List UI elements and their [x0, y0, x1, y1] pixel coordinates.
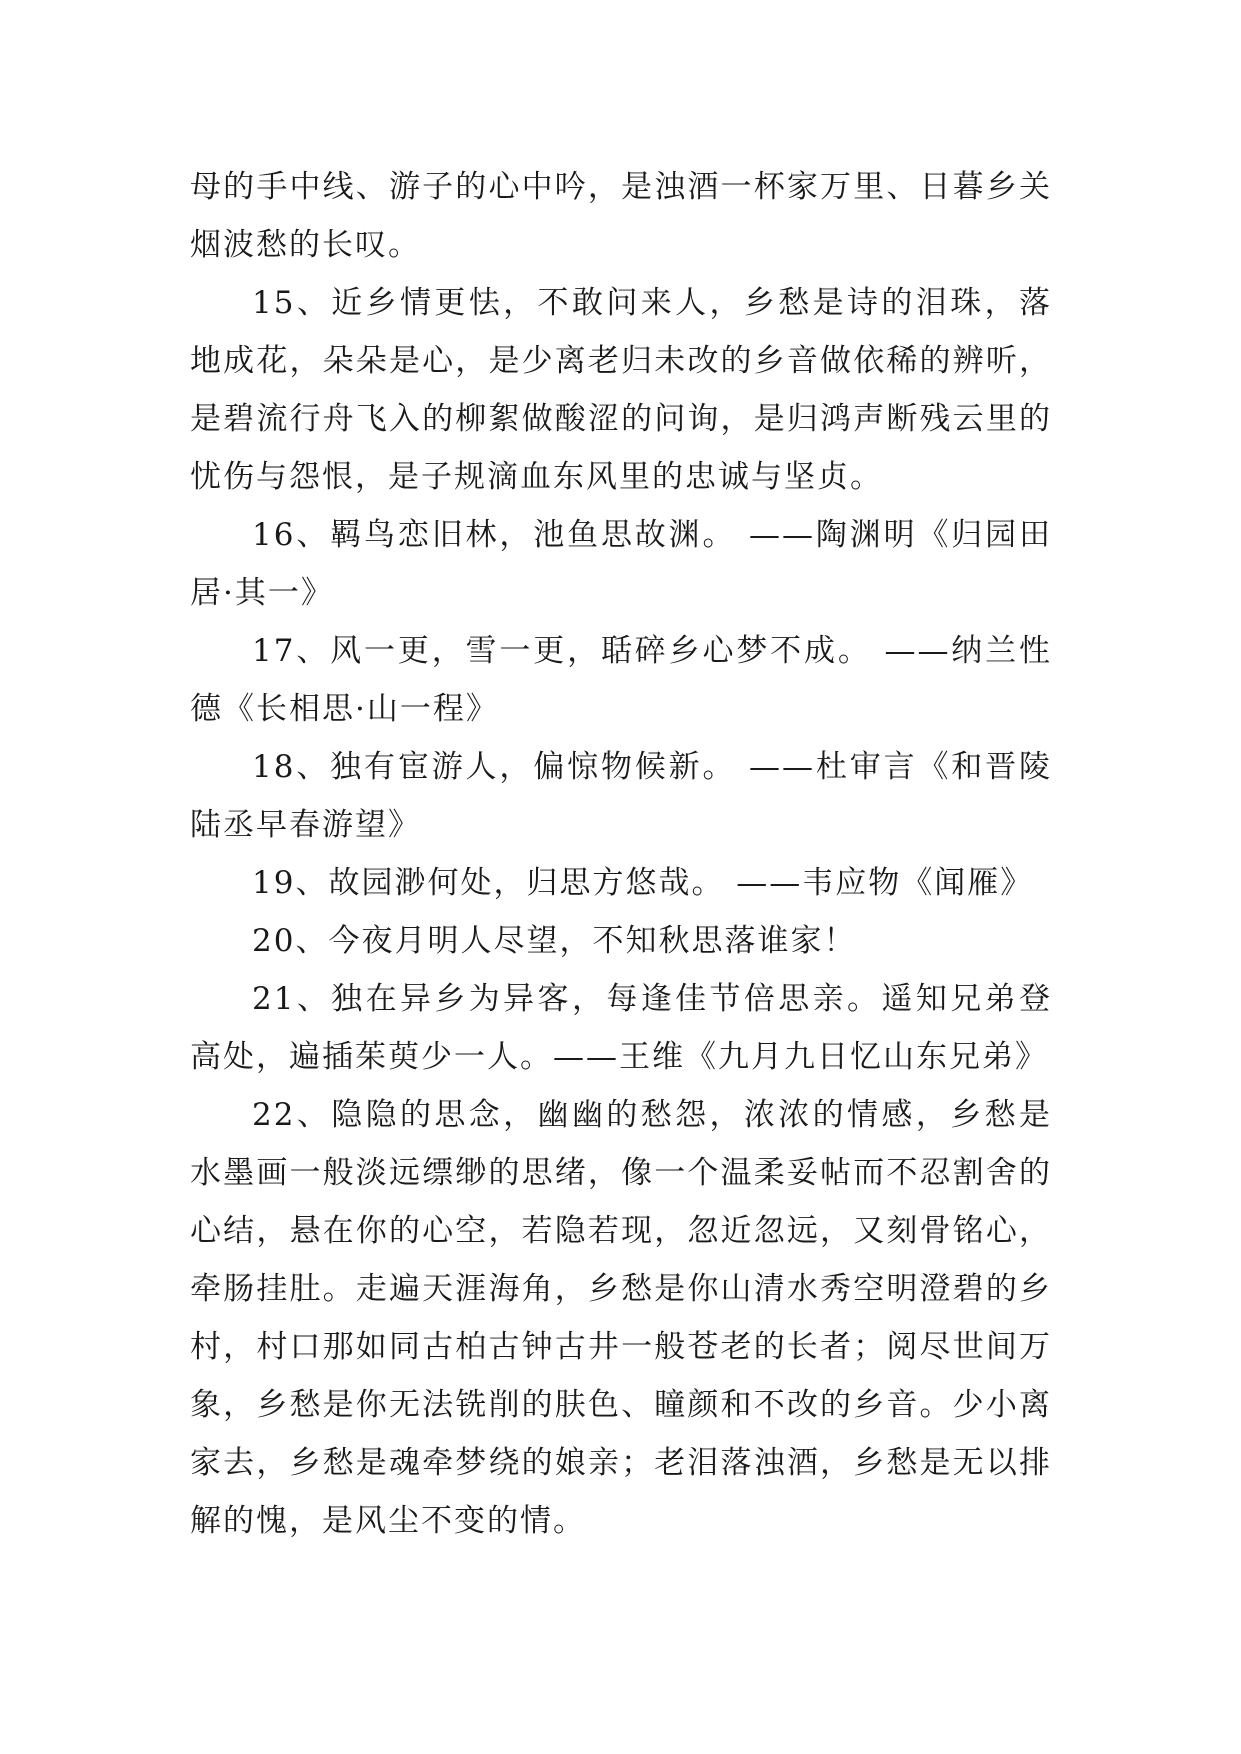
paragraph-item-22: 22、隐隐的思念，幽幽的愁怨，浓浓的情感，乡愁是水墨画一般淡远缥缈的思绪，像一个温柔妥帖而不忍割舍的心结，悬在你的心空，若隐若现，忽近忽远，又刻骨铭心，牵肠挂肚。走遍天涯海角，乡愁是你山清水秀空明澄碧的乡村，村口那如同古柏古钟古井一般苍老的长者；阅尽世间万象，乡愁是你无法铣削的肤色、瞳颜和不改的乡音。少小离家去，乡愁是魂牵梦绕的娘亲；老泪落浊酒，乡愁是无以排解的愧，是风尘不变的情。: [190, 1097, 1052, 1539]
paragraph-continuation: 母的手中线、游子的心中吟，是浊酒一杯家万里、日暮乡关烟波愁的长叹。: [190, 169, 1052, 263]
paragraph-item-19: 19、故园渺何处，归思方悠哉。 ——韦应物《闻雁》: [252, 865, 1034, 901]
paragraph-item-17: 17、风一更，雪一更，聒碎乡心梦不成。 ——纳兰性德《长相思·山一程》: [190, 633, 1052, 727]
paragraph-item-15: 15、近乡情更怯，不敢问来人，乡愁是诗的泪珠，落地成花，朵朵是心，是少离老归未改的乡音做依稀的辨听，是碧流行舟飞入的柳絮做酸涩的问询，是归鸿声断残云里的忧伤与怨恨，是子规滴血东风里的忠诚与坚贞。: [190, 285, 1052, 495]
paragraph-item-21: 21、独在异乡为异客，每逢佳节倍思亲。遥知兄弟登高处，遍插茱萸少一人。——王维《九月九日忆山东兄弟》: [190, 981, 1052, 1075]
paragraph-item-20: 20、今夜月明人尽望，不知秋思落谁家！: [252, 923, 857, 959]
paragraph-item-18: 18、独有宦游人，偏惊物候新。 ——杜审言《和晋陵陆丞早春游望》: [190, 749, 1052, 843]
document-body: [190, 158, 1052, 1550]
paragraph-item-16: 16、羁鸟恋旧林，池鱼思故渊。 ——陶渊明《归园田居·其一》: [190, 517, 1052, 611]
